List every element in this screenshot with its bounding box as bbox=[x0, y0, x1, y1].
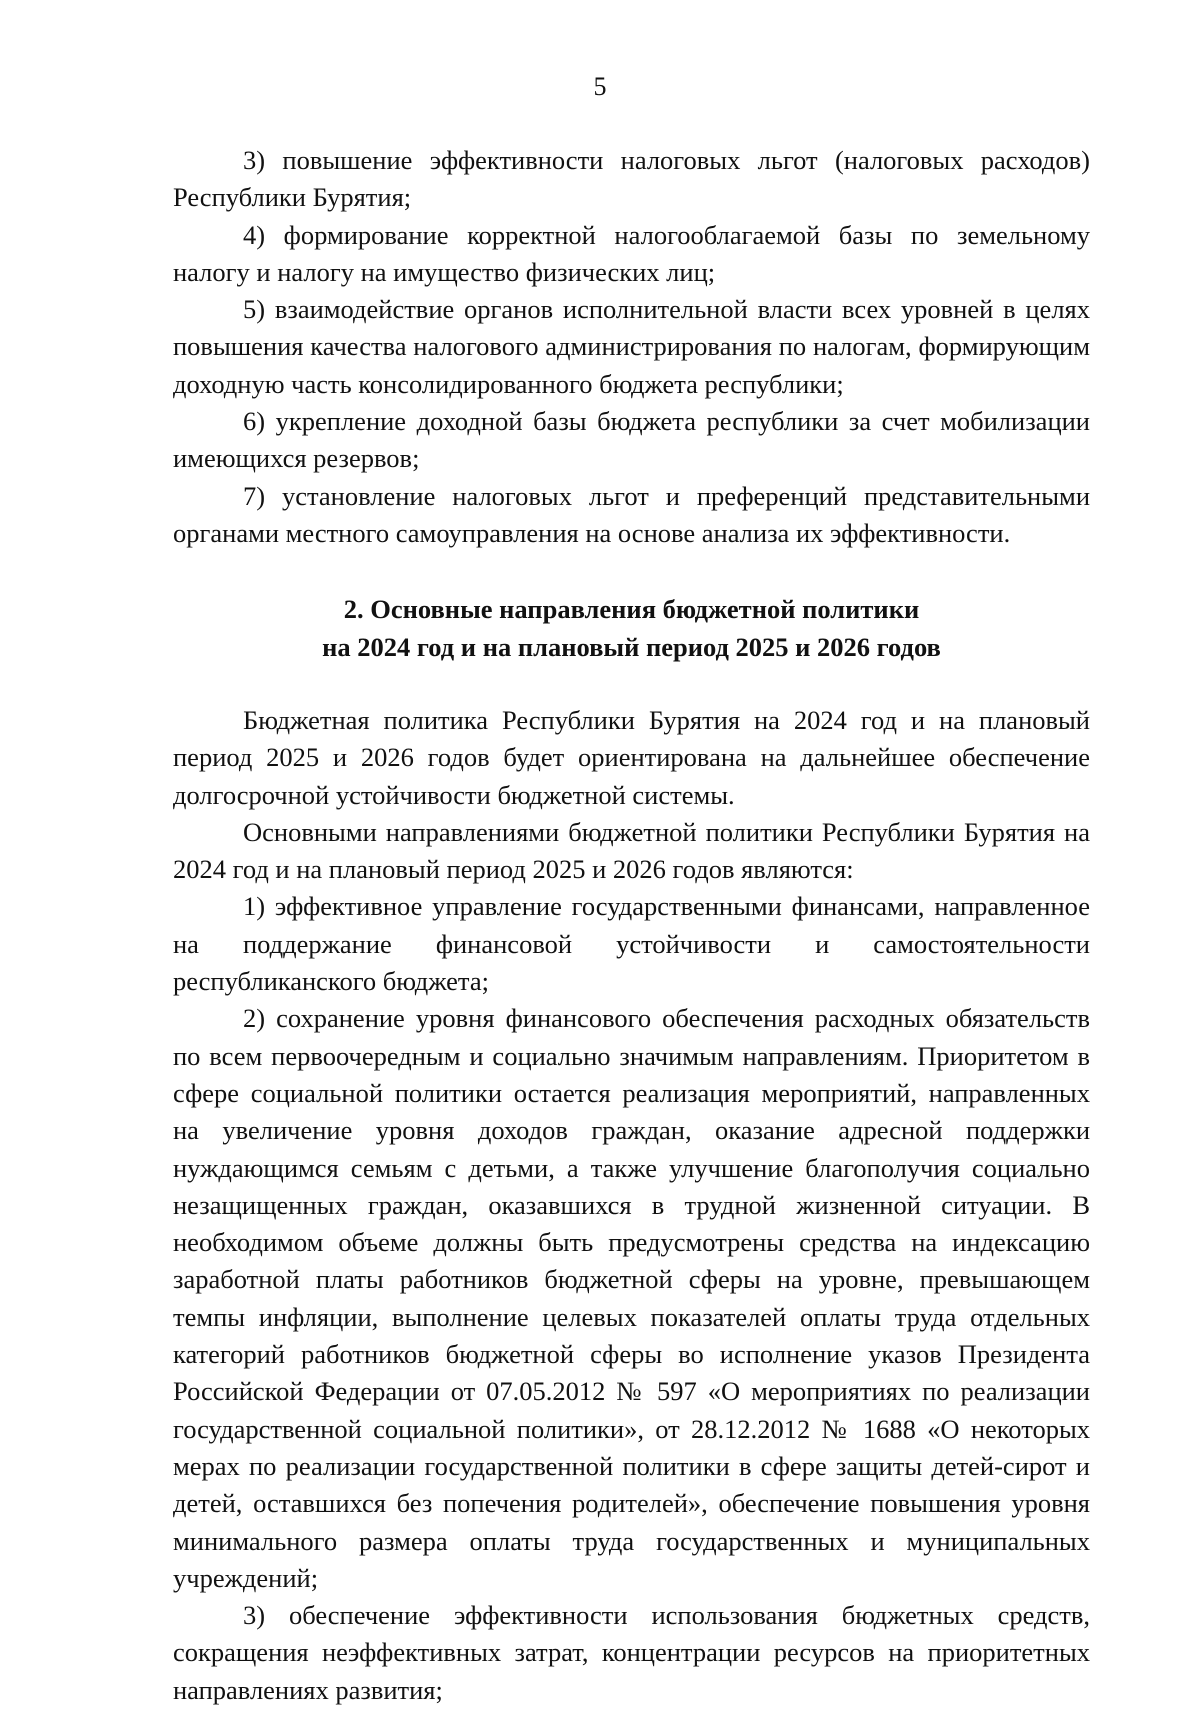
paragraph: Основными направлениями бюджетной политики Республики Бурятия на 2024 год и на плановый период 2025 и 2026 годов являются: bbox=[173, 816, 1090, 885]
section-heading-line-2: на 2024 год и на плановый период 2025 и 2026 годов bbox=[322, 632, 941, 662]
list-item: 2) сохранение уровня финансового обеспечения расходных обязательств по всем первоочередным и социально значимым направлениям. Приоритетом в сфере социальной политики остается реализация мероприятий, направленных на увеличение уровня доходов граждан, оказание адресной поддержки нуждающимся семьям с детьми, а также улучшение благополучия социально незащищенных граждан, оказавшихся в трудной жизненной ситуации. В необходимом объеме должны быть предусмотрены средства на индексацию заработной платы работников бюджетной сферы на уровне, превышающем темпы инфляции, выполнение целевых показателей оплаты труда отдельных категорий работников бюджетной сферы во исполнение указов Президента Российской Федерации от 07.05.2012 № 597 «О мероприятиях по реализации государственной социальной политики», от 28.12.2012 № 1688 «О некоторых мерах по реализации государственной политики в сфере защиты детей-сирот и детей, оставшихся без попечения родителей», обеспечение повышения уровня минимального размера оплаты труда государственных и муниципальных учреждений; bbox=[173, 1003, 1090, 1593]
budget-policy-section bbox=[173, 702, 1090, 1709]
tax-priorities-list bbox=[173, 142, 1090, 552]
section-heading bbox=[173, 590, 1090, 666]
section-heading-line-1: 2. Основные направления бюджетной политики bbox=[343, 594, 920, 624]
paragraph: Бюджетная политика Республики Бурятия на 2024 год и на плановый период 2025 и 2026 годов будет ориентирована на дальнейшее обеспечение долгосрочной устойчивости бюджетной системы. bbox=[173, 705, 1090, 810]
list-item: 5) взаимодействие органов исполнительной власти всех уровней в целях повышения качества налогового администрирования по налогам, формирующим доходную часть консолидированного бюджета республики; bbox=[173, 294, 1090, 399]
list-item: 1) эффективное управление государственными финансами, направленное на поддержание финансовой устойчивости и самостоятельности республиканского бюджета; bbox=[173, 891, 1090, 997]
list-item: 6) укрепление доходной базы бюджета республики за счет мобилизации имеющихся резервов; bbox=[173, 406, 1090, 474]
list-item: 7) установление налоговых льгот и преференций представительными органами местного самоуправления на основе анализа их эффективности. bbox=[173, 480, 1090, 548]
list-item: 3) обеспечение эффективности использования бюджетных средств, сокращения неэффективных затрат, концентрации ресурсов на приоритетных направлениях развития; bbox=[173, 1600, 1090, 1705]
list-item: 4) формирование корректной налогооблагаемой базы по земельному налогу и налогу на имущество физических лиц; bbox=[173, 219, 1090, 287]
list-item: 3) повышение эффективности налоговых льгот (налоговых расходов) Республики Бурятия; bbox=[173, 145, 1090, 213]
page-number: 5 bbox=[593, 72, 607, 101]
